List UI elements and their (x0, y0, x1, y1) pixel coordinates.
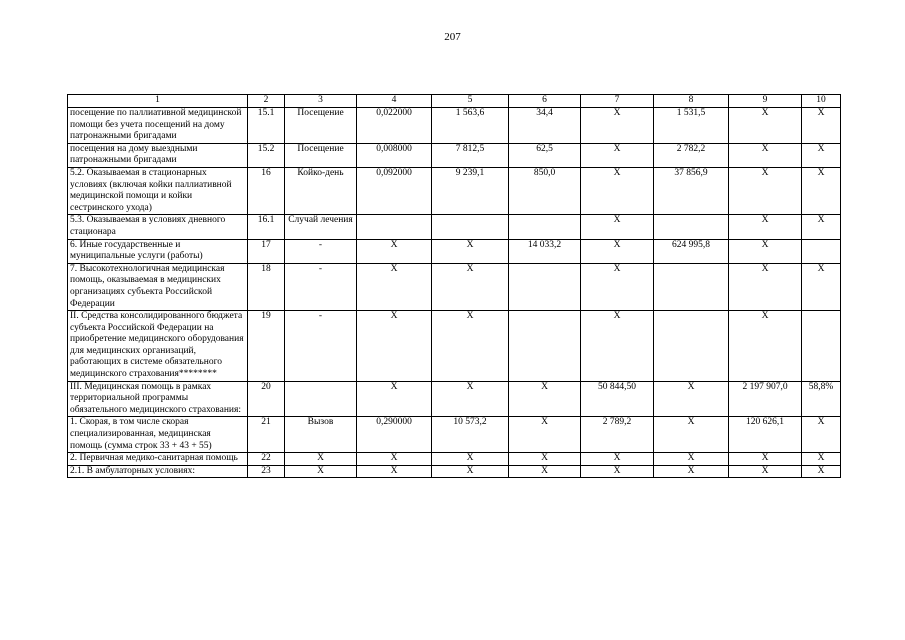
row-number-cell: 15.1 (248, 108, 285, 144)
column-header: 9 (729, 95, 802, 108)
value-cell: 0,092000 (357, 167, 432, 214)
value-cell: 0,022000 (357, 108, 432, 144)
value-cell: X (432, 453, 509, 466)
value-cell: X (509, 417, 581, 453)
unit-cell: - (285, 311, 357, 382)
value-cell: 624 995,8 (654, 239, 729, 263)
value-cell: X (802, 215, 841, 239)
value-cell: 0,008000 (357, 143, 432, 167)
unit-cell: X (285, 453, 357, 466)
value-cell: X (729, 167, 802, 214)
value-cell: 50 844,50 (581, 381, 654, 417)
value-cell: X (357, 453, 432, 466)
row-number-cell: 15.2 (248, 143, 285, 167)
row-number-cell: 17 (248, 239, 285, 263)
row-label-cell: 1. Скорая, в том числе скорая специализированная, медицинская помощь (сумма строк 33 + 43 + 55) (68, 417, 248, 453)
unit-cell: Случай лечения (285, 215, 357, 239)
value-cell: X (432, 311, 509, 382)
table-row (68, 311, 841, 382)
value-cell: X (357, 381, 432, 417)
value-cell: X (802, 453, 841, 466)
value-cell (654, 311, 729, 382)
value-cell: X (581, 239, 654, 263)
row-number-cell: 16.1 (248, 215, 285, 239)
value-cell: X (729, 465, 802, 478)
unit-cell: Койко-день (285, 167, 357, 214)
unit-cell: - (285, 239, 357, 263)
unit-cell: Посещение (285, 143, 357, 167)
column-header: 2 (248, 95, 285, 108)
row-number-cell: 23 (248, 465, 285, 478)
value-cell: X (729, 239, 802, 263)
table-row (68, 453, 841, 466)
unit-cell: Посещение (285, 108, 357, 144)
table-row (68, 465, 841, 478)
row-label-cell: 5.2. Оказываемая в стационарных условиях (включая койки паллиативной медицинской помощи и койки сестринского ухода) (68, 167, 248, 214)
value-cell: X (802, 417, 841, 453)
value-cell (802, 239, 841, 263)
value-cell: X (581, 311, 654, 382)
row-label-cell: 5.3. Оказываемая в условиях дневного стационара (68, 215, 248, 239)
value-cell: 37 856,9 (654, 167, 729, 214)
page-number: 207 (444, 31, 461, 43)
value-cell: 850,0 (509, 167, 581, 214)
table-row (68, 108, 841, 144)
value-cell: X (654, 465, 729, 478)
value-cell: X (729, 263, 802, 310)
value-cell: X (729, 108, 802, 144)
row-number-cell: 18 (248, 263, 285, 310)
value-cell: X (357, 311, 432, 382)
value-cell (432, 215, 509, 239)
value-cell: X (509, 453, 581, 466)
row-label-cell: II. Средства консолидированного бюджета субъекта Российской Федерации на приобретение медицинского оборудования для медицинских организаций, работающих в системе обязательного медицинского страхования******** (68, 311, 248, 382)
table-row (68, 417, 841, 453)
row-label-cell: посещение по паллиативной медицинской помощи без учета посещений на дому патронажными бригадами (68, 108, 248, 144)
value-cell: X (432, 239, 509, 263)
row-number-cell: 21 (248, 417, 285, 453)
table-row (68, 381, 841, 417)
column-header: 10 (802, 95, 841, 108)
value-cell (654, 215, 729, 239)
value-cell: X (802, 465, 841, 478)
value-cell: X (509, 465, 581, 478)
value-cell: X (729, 453, 802, 466)
value-cell: 14 033,2 (509, 239, 581, 263)
column-header: 7 (581, 95, 654, 108)
value-cell: X (357, 239, 432, 263)
row-label-cell: 7. Высокотехнологичная медицинская помощь, оказываемая в медицинских организациях субъекта Российской Федерации (68, 263, 248, 310)
value-cell: X (357, 465, 432, 478)
value-cell: X (581, 263, 654, 310)
table-row (68, 167, 841, 214)
value-cell (654, 263, 729, 310)
value-cell: 2 782,2 (654, 143, 729, 167)
value-cell: X (432, 263, 509, 310)
value-cell: 58,8% (802, 381, 841, 417)
unit-cell: X (285, 465, 357, 478)
value-cell: X (581, 108, 654, 144)
value-cell: X (654, 417, 729, 453)
value-cell: 120 626,1 (729, 417, 802, 453)
row-number-cell: 20 (248, 381, 285, 417)
value-cell: 10 573,2 (432, 417, 509, 453)
value-cell: 0,290000 (357, 417, 432, 453)
value-cell: X (357, 263, 432, 310)
unit-cell: Вызов (285, 417, 357, 453)
column-header: 8 (654, 95, 729, 108)
column-header: 5 (432, 95, 509, 108)
header-row (68, 95, 841, 108)
value-cell (509, 263, 581, 310)
value-cell: X (802, 108, 841, 144)
value-cell: X (509, 381, 581, 417)
value-cell: 1 563,6 (432, 108, 509, 144)
value-cell: 34,4 (509, 108, 581, 144)
table-row (68, 263, 841, 310)
value-cell: X (654, 381, 729, 417)
value-cell: X (802, 167, 841, 214)
value-cell: 7 812,5 (432, 143, 509, 167)
value-cell: X (581, 143, 654, 167)
row-label-cell: 2.1. В амбулаторных условиях: (68, 465, 248, 478)
value-cell (802, 311, 841, 382)
value-cell: X (581, 453, 654, 466)
value-cell: X (802, 143, 841, 167)
row-number-cell: 19 (248, 311, 285, 382)
value-cell: 62,5 (509, 143, 581, 167)
table-row (68, 143, 841, 167)
row-number-cell: 16 (248, 167, 285, 214)
value-cell: X (432, 381, 509, 417)
data-table (67, 94, 841, 478)
value-cell: X (802, 263, 841, 310)
unit-cell (285, 381, 357, 417)
value-cell: X (432, 465, 509, 478)
value-cell: X (581, 215, 654, 239)
value-cell (509, 215, 581, 239)
value-cell: X (654, 453, 729, 466)
value-cell: 9 239,1 (432, 167, 509, 214)
row-number-cell: 22 (248, 453, 285, 466)
value-cell: 2 197 907,0 (729, 381, 802, 417)
column-header: 3 (285, 95, 357, 108)
column-header: 4 (357, 95, 432, 108)
value-cell: X (729, 215, 802, 239)
value-cell: X (581, 465, 654, 478)
value-cell: X (581, 167, 654, 214)
unit-cell: - (285, 263, 357, 310)
value-cell: X (729, 143, 802, 167)
column-header: 6 (509, 95, 581, 108)
row-label-cell: III. Медицинская помощь в рамках территориальной программы обязательного медицинского страхования: (68, 381, 248, 417)
row-label-cell: 6. Иные государственные и муниципальные услуги (работы) (68, 239, 248, 263)
value-cell: 1 531,5 (654, 108, 729, 144)
column-header: 1 (68, 95, 248, 108)
row-label-cell: посещения на дому выездными патронажными бригадами (68, 143, 248, 167)
value-cell: X (729, 311, 802, 382)
value-cell (357, 215, 432, 239)
value-cell (509, 311, 581, 382)
row-label-cell: 2. Первичная медико-санитарная помощь (68, 453, 248, 466)
table-row (68, 239, 841, 263)
value-cell: 2 789,2 (581, 417, 654, 453)
table-row (68, 215, 841, 239)
